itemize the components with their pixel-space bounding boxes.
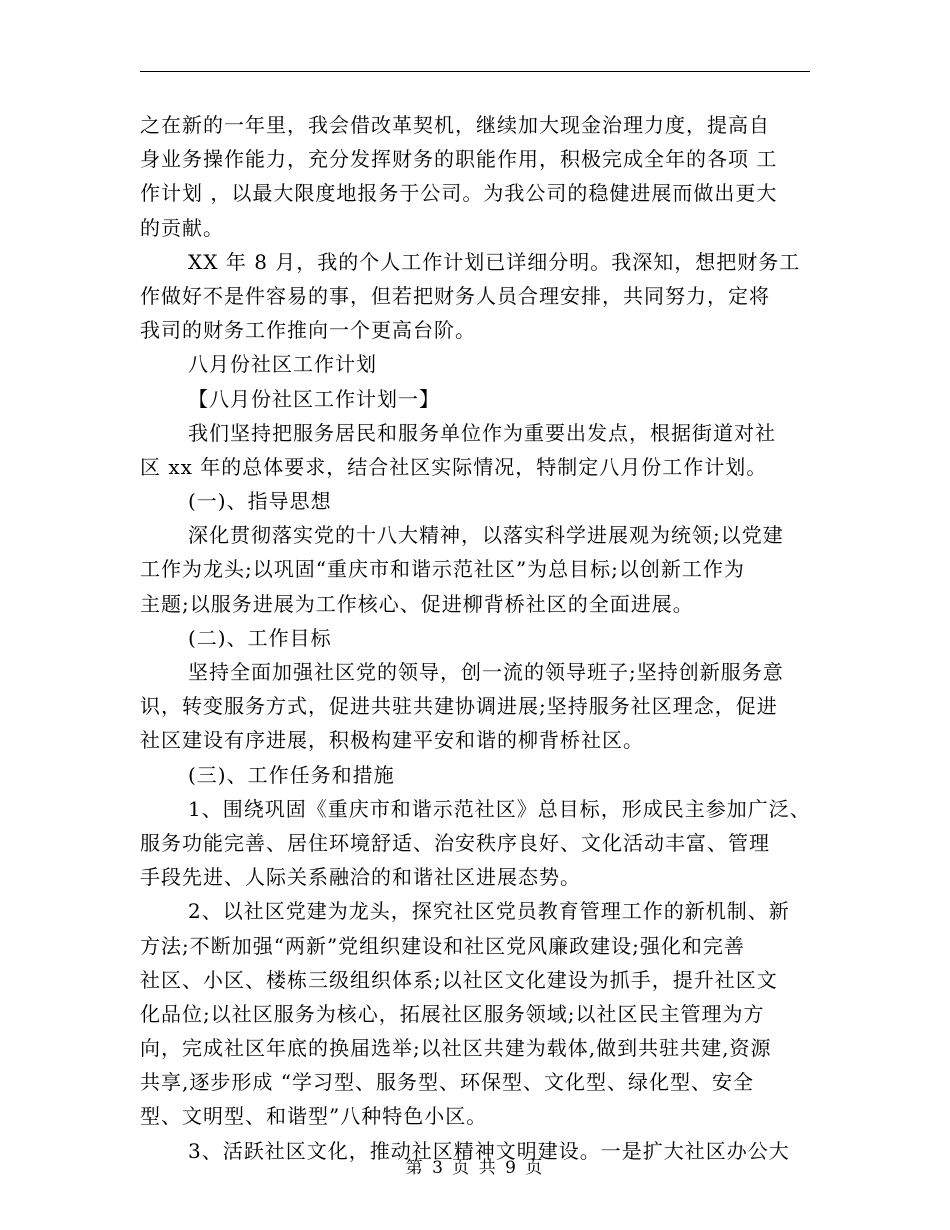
text-line: 2、以社区党建为龙头，探究社区党员教育管理工作的新机制、新 <box>188 899 790 924</box>
text-line: 深化贯彻落实党的十八大精神，以落实科学进展观为统领;以党建 <box>188 523 784 548</box>
text-line: 区 xx 年的总体要求，结合社区实际情况，特制定八月份工作计划。 <box>140 454 768 479</box>
text-line: 型、文明型、和谐型”八种特色小区。 <box>140 1104 488 1129</box>
text-line: (三)、工作任务和措施 <box>188 762 395 787</box>
text-line: 社区建设有序进展，积极构建平安和谐的柳背桥社区。 <box>140 728 644 753</box>
text-line: 工作为龙头;以巩固“重庆市和谐示范社区”为总目标;以创新工作为 <box>140 557 745 582</box>
text-line: 之在新的一年里，我会借改革契机，继续加大现金治理力度，提高自 <box>140 113 770 137</box>
text-line: (二)、工作目标 <box>188 625 332 650</box>
text-line: 八月份社区工作计划 <box>188 352 377 377</box>
page-number: 第 3 页 共 9 页 <box>405 1158 545 1178</box>
text-line: 作计划 ，以最大限度地报务于公司。为我公司的稳健进展而做出更大 <box>140 181 778 206</box>
text-line: 身业务操作能力，充分发挥财务的职能作用，积极完成全年的各项 工 <box>140 147 778 172</box>
text-line: 坚持全面加强社区党的领导，创一流的领导班子;坚持创新服务意 <box>188 660 784 684</box>
text-line: 向，完成社区年底的换届选举;以社区共建为载体,做到共驻共建,资源 <box>140 1036 772 1061</box>
text-line: XX 年 8 月，我的个人工作计划已详细分明。我深知，想把财务工 <box>188 249 801 274</box>
text-line: 化品位;以社区服务为核心，拓展社区服务领域;以社区民主管理为方 <box>140 1001 765 1026</box>
text-line: 共享,逐步形成 “学习型、服务型、环保型、文化型、绿化型、安全 <box>140 1070 754 1095</box>
header-rule <box>140 71 810 72</box>
text-line: 【八月份社区工作计划一】 <box>188 386 440 411</box>
text-line: 主题;以服务进展为工作核心、促进柳背桥社区的全面进展。 <box>140 591 694 616</box>
document-body <box>140 108 830 1168</box>
text-line: 社区、小区、楼栋三级组织体系;以社区文化建设为抓手，提升社区文 <box>140 967 778 992</box>
text-line: 作做好不是件容易的事，但若把财务人员合理安排，共同努力，定将 <box>140 283 770 308</box>
text-line: 服务功能完善、居住环境舒适、治安秩序良好、文化活动丰富、管理 <box>140 830 770 855</box>
text-line: 手段先进、人际关系融洽的和谐社区进展态势。 <box>140 865 581 890</box>
text-line: 的贡献。 <box>140 215 224 240</box>
text-line: 我司的财务工作推向一个更高台阶。 <box>140 318 476 343</box>
text-line: (一)、指导思想 <box>188 489 332 514</box>
text-line: 3、活跃社区文化，推动社区精神文明建设。一是扩大社区办公大 <box>188 1138 790 1163</box>
text-line: 1、围绕巩固《重庆市和谐示范社区》总目标，形成民主参加广泛、 <box>188 796 811 821</box>
text-line: 识，转变服务方式，促进共驻共建协调进展;坚持服务社区理念，促进 <box>140 694 778 719</box>
text-line: 我们坚持把服务居民和服务单位作为重要出发点，根据街道对社 <box>188 420 776 445</box>
text-line: 方法;不断加强“两新”党组织建设和社区党风廉政建设;强化和完善 <box>140 933 745 958</box>
